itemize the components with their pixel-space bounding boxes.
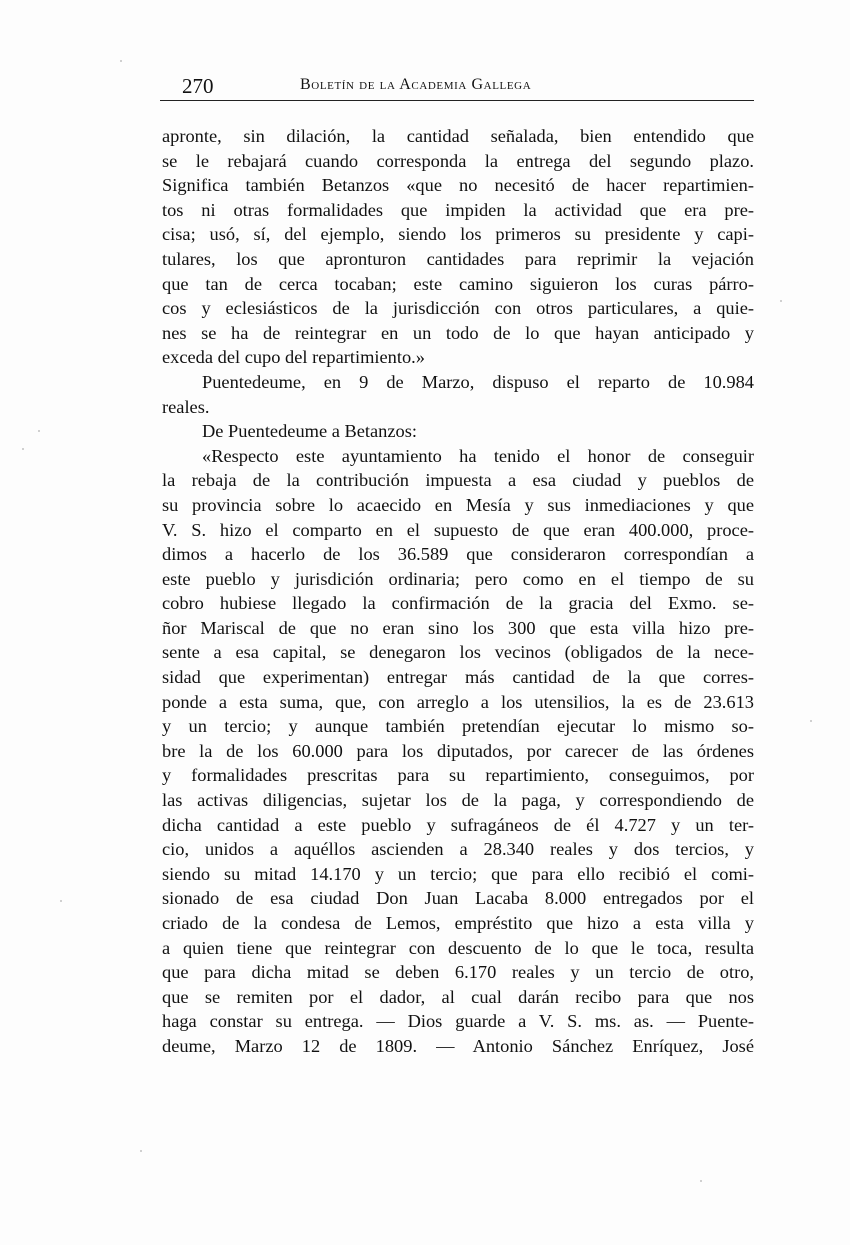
text-line: ñor Mariscal de que no eran sino los 300 que esta villa hizo pre-	[162, 617, 754, 638]
text-line: que tan de cerca tocaban; este camino siguieron los curas párro-	[162, 273, 754, 294]
text-line: su provincia sobre lo acaecido en Mesía y sus inmediaciones y que	[162, 494, 754, 515]
text-line: ponde a esta suma, que, con arreglo a los utensilios, la es de 23.613	[162, 691, 754, 712]
text-line: De Puentedeume a Betanzos:	[202, 421, 417, 442]
scan-speck	[810, 720, 812, 722]
text-line: Puentedeume, en 9 de Marzo, dispuso el reparto de 10.984	[202, 371, 754, 392]
text-line: dicha cantidad a este pueblo y sufragáneos de él 4.727 y un ter-	[162, 814, 754, 835]
text-line: exceda del cupo del repartimiento.»	[162, 347, 425, 368]
text-line: y un tercio; y aunque también pretendían ejecutar lo mismo so-	[162, 716, 754, 737]
text-line: bre la de los 60.000 para los diputados, por carecer de las órdenes	[162, 740, 754, 761]
text-line: dimos a hacerlo de los 36.589 que consideraron correspondían a	[162, 544, 754, 565]
text-line: haga constar su entrega. — Dios guarde a V. S. ms. as. — Puente-	[162, 1011, 754, 1032]
text-line: tos ni otras formalidades que impiden la actividad que era pre-	[162, 199, 754, 220]
scan-speck	[60, 900, 62, 902]
text-line: criado de la condesa de Lemos, empréstito que hizo a esta villa y	[162, 913, 754, 933]
running-header	[160, 70, 754, 101]
text-line: sidad que experimentan) entregar más cantidad de la que corres-	[162, 667, 754, 688]
body-text	[162, 124, 754, 1059]
text-line: sente a esa capital, se denegaron los vecinos (obligados de la nece-	[162, 642, 754, 663]
text-line: las activas diligencias, sujetar los de la paga, y correspondiendo de	[162, 790, 754, 811]
scan-speck	[22, 448, 24, 450]
text-line: «Respecto este ayuntamiento ha tenido el honor de conseguir	[202, 445, 754, 466]
text-line: cos y eclesiásticos de la jurisdicción con otros particulares, a quie-	[162, 298, 754, 319]
text-line: V. S. hizo el comparto en el supuesto de que eran 400.000, proce-	[162, 519, 754, 540]
running-title: Boletín de la Academia Gallega	[300, 76, 532, 93]
text-line: tulares, los que apronturon cantidades para reprimir la vejación	[162, 248, 754, 269]
scan-speck	[140, 1150, 142, 1152]
text-line: reales.	[162, 396, 210, 417]
text-line: a quien tiene que reintegrar con descuento de lo que le toca, resulta	[162, 937, 754, 958]
text-line: este pueblo y jurisdición ordinaria; pero como en el tiempo de su	[162, 568, 754, 589]
page-number: 270	[182, 74, 214, 98]
text-line: deume, Marzo 12 de 1809. — Antonio Sánchez Enríquez, José	[162, 1035, 754, 1056]
text-line: Significa también Betanzos «que no necesitó de hacer repartimien-	[162, 175, 754, 196]
text-line: que para dicha mitad se deben 6.170 reales y un tercio de otro,	[162, 962, 754, 983]
text-line: que se remiten por el dador, al cual darán recibo para que nos	[162, 986, 754, 1007]
text-line: cobro hubiese llegado la confirmación de la gracia del Exmo. se-	[162, 593, 754, 614]
text-line: nes se ha de reintegrar en un todo de lo que hayan anticipado y	[162, 322, 754, 343]
text-line: y formalidades prescritas para su repartimiento, conseguimos, por	[162, 765, 754, 786]
text-line: siendo su mitad 14.170 y un tercio; que para ello recibió el comi-	[162, 863, 754, 884]
text-line: sionado de esa ciudad Don Juan Lacaba 8.000 entregados por el	[162, 888, 754, 909]
scan-speck	[38, 430, 40, 432]
scan-speck	[120, 60, 122, 62]
text-line: cisa; usó, sí, del ejemplo, siendo los primeros su presidente y capi-	[162, 224, 754, 245]
text-line: apronte, sin dilación, la cantidad señalada, bien entendido que	[162, 126, 754, 146]
text-line: la rebaja de la contribución impuesta a esa ciudad y pueblos de	[162, 470, 754, 491]
scan-speck	[780, 300, 782, 302]
text-line: se le rebajará cuando corresponda la entrega del segundo plazo.	[162, 150, 754, 171]
text-line: cio, unidos a aquéllos ascienden a 28.340 reales y dos tercios, y	[162, 839, 754, 860]
scan-speck	[700, 1180, 702, 1182]
